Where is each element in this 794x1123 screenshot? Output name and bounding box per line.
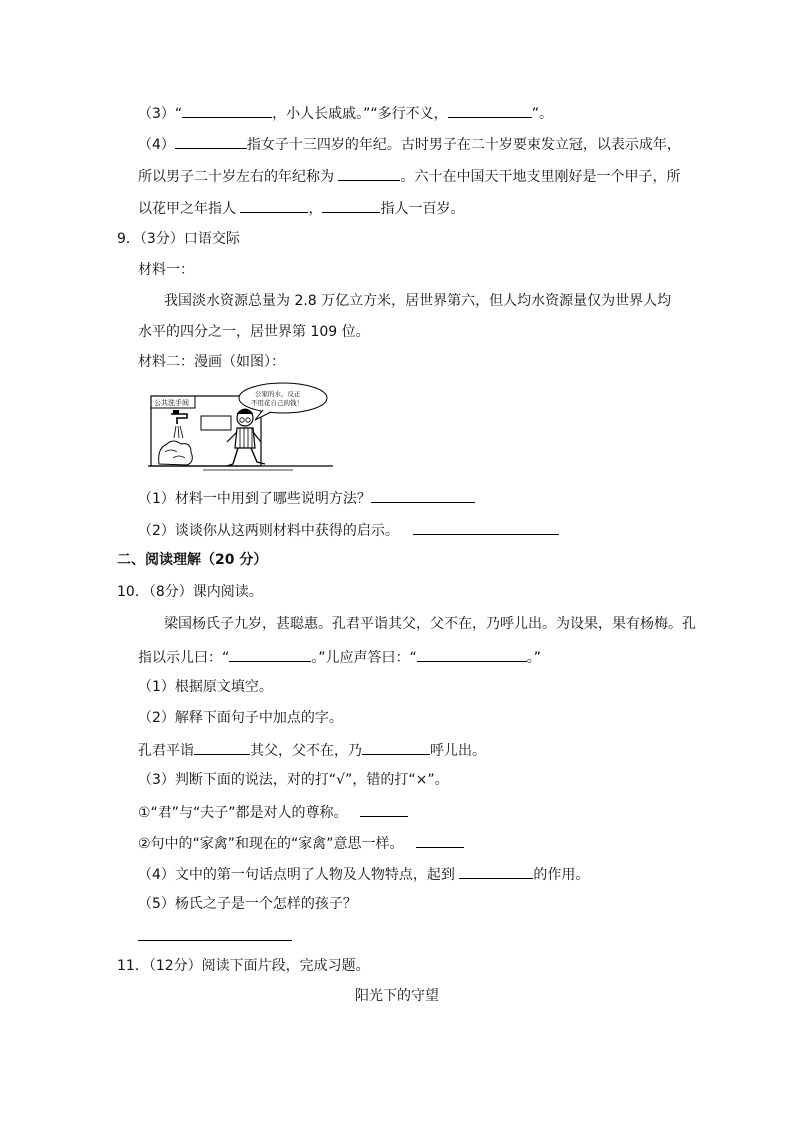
q10-sub-3: （3）判断下面的说法，对的打“√”，错的打“×”。	[138, 772, 449, 788]
q10-sub-2-text-c: 呼儿出。	[430, 743, 486, 759]
water-waste-cartoon	[143, 378, 338, 473]
q8-item-4-prefix: （4）	[138, 137, 175, 153]
q8-item-4-blank-2[interactable]	[338, 165, 400, 181]
q10-sub-5: （5）杨氏之子是一个怎样的孩子？	[138, 896, 357, 912]
q10-heading: 10．（8分）课内阅读。	[117, 584, 263, 600]
q11-heading: 11．（12分）阅读下面片段，完成习题。	[117, 958, 370, 974]
q8-item-4-blank-1[interactable]	[175, 133, 247, 149]
q8-item-4-line-2-text-b: 。六十在中国天干地支里刚好是一个甲子，所	[400, 169, 681, 185]
q10-judge-2-text: ②句中的“家禽”和现在的“家禽”意思一样。	[138, 836, 404, 852]
q10-judge-2	[138, 832, 464, 854]
q8-item-4-line-2-text-a: 所以男子二十岁左右的年纪称为	[138, 169, 339, 185]
q10-passage-blank-1[interactable]	[229, 646, 311, 662]
q9-sub-1	[138, 487, 475, 509]
q8-item-4-line-3-text-c: 指人一百岁。	[380, 201, 465, 217]
q10-judge-2-blank[interactable]	[416, 832, 464, 848]
q8-item-4-line-3-comma: ，	[308, 201, 323, 217]
q8-item-4-line-2	[138, 165, 680, 187]
q9-material1-label: 材料一：	[138, 262, 194, 278]
q9-sub-2-text: （2）谈谈你从这两则材料中获得的启示。	[138, 523, 399, 539]
q8-item-3-blank-2[interactable]	[448, 102, 532, 118]
q8-item-4-blank-4[interactable]	[322, 197, 380, 213]
q10-sub-2: （2）解释下面句子中加点的字。	[138, 710, 343, 726]
q8-item-4	[138, 133, 681, 155]
q10-sub-2-blank-2[interactable]	[362, 739, 430, 755]
q9-sub-1-text: （1）材料一中用到了哪些说明方法？	[138, 491, 371, 507]
q10-passage-text-b: 。”儿应声答曰：“	[311, 650, 417, 666]
q10-judge-1-text: ①“君”与“夫子”都是对人的尊称。	[138, 805, 348, 821]
q9-material1-text-2: 水平的四分之一，居世界第 109 位。	[138, 324, 370, 340]
section-2-heading: 二、阅读理解（20 分）	[117, 552, 268, 568]
q10-sub-4-blank[interactable]	[459, 863, 533, 879]
toilet-sign-text: 公共洗手间	[154, 399, 189, 407]
q10-sub-2-text-a: 孔君平诣	[138, 743, 194, 759]
q10-passage-blank-2[interactable]	[417, 646, 527, 662]
q10-passage-line-1: 梁国杨氏子九岁，甚聪惠。孔君平诣其父，父不在，乃呼儿出。为设果，果有杨梅。孔	[164, 616, 696, 632]
q10-sub-5-answer-blank[interactable]	[138, 925, 292, 941]
q10-passage-text-a: 指以示儿曰：“	[138, 650, 230, 666]
speech-bubble-line-2: 不用花自己的钱！	[251, 399, 303, 407]
q9-material1-text-1: 我国淡水资源总量为 2.8 万亿立方米，居世界第六，但人均水资源量仅为世界人均	[164, 293, 672, 309]
q8-item-4-text: 指女子十三四岁的年纪。古时男子在二十岁要束发立冠，以表示成年，	[246, 137, 681, 153]
q10-sub-4-text-a: （4）文中的第一句话点明了人物及人物特点，起到	[138, 867, 460, 883]
q9-heading: 9．（3分）口语交际	[117, 231, 240, 247]
q8-item-4-line-3	[138, 197, 464, 219]
q10-sub-4-text-b: 的作用。	[533, 867, 590, 883]
q10-passage-line-2	[138, 646, 541, 668]
q9-material2-label: 材料二：漫画（如图）：	[138, 354, 285, 370]
q10-sub-5-answer-line	[138, 925, 292, 947]
q11-passage-title: 阳光下的守望	[355, 988, 439, 1004]
q8-item-4-line-3-text-a: 以花甲之年指人	[138, 201, 241, 217]
q8-item-3-text: ，小人长戚戚。”“多行不义，	[272, 106, 448, 122]
q8-item-3-prefix: （3）“	[138, 106, 183, 122]
q10-sub-1: （1）根据原文填空。	[138, 679, 273, 695]
q8-item-3-blank-1[interactable]	[182, 102, 272, 118]
q10-sub-2-sentence	[138, 739, 486, 761]
q10-judge-1-blank[interactable]	[360, 801, 408, 817]
speech-bubble-line-1: 公家的水，反正	[255, 390, 301, 398]
q9-sub-1-answer-blank[interactable]	[371, 487, 475, 503]
q8-item-3-suffix: ”。	[531, 106, 553, 122]
q10-sub-4	[138, 863, 589, 885]
q8-item-4-blank-3[interactable]	[240, 197, 308, 213]
q10-passage-text-c: 。”	[526, 650, 542, 666]
q9-sub-2	[138, 519, 559, 541]
q10-sub-2-text-b: 其父，父不在，乃	[250, 743, 362, 759]
q8-item-3	[138, 102, 553, 124]
q9-sub-2-answer-blank[interactable]	[413, 519, 559, 535]
q10-sub-2-blank-1[interactable]	[194, 739, 250, 755]
q10-judge-1	[138, 801, 408, 823]
